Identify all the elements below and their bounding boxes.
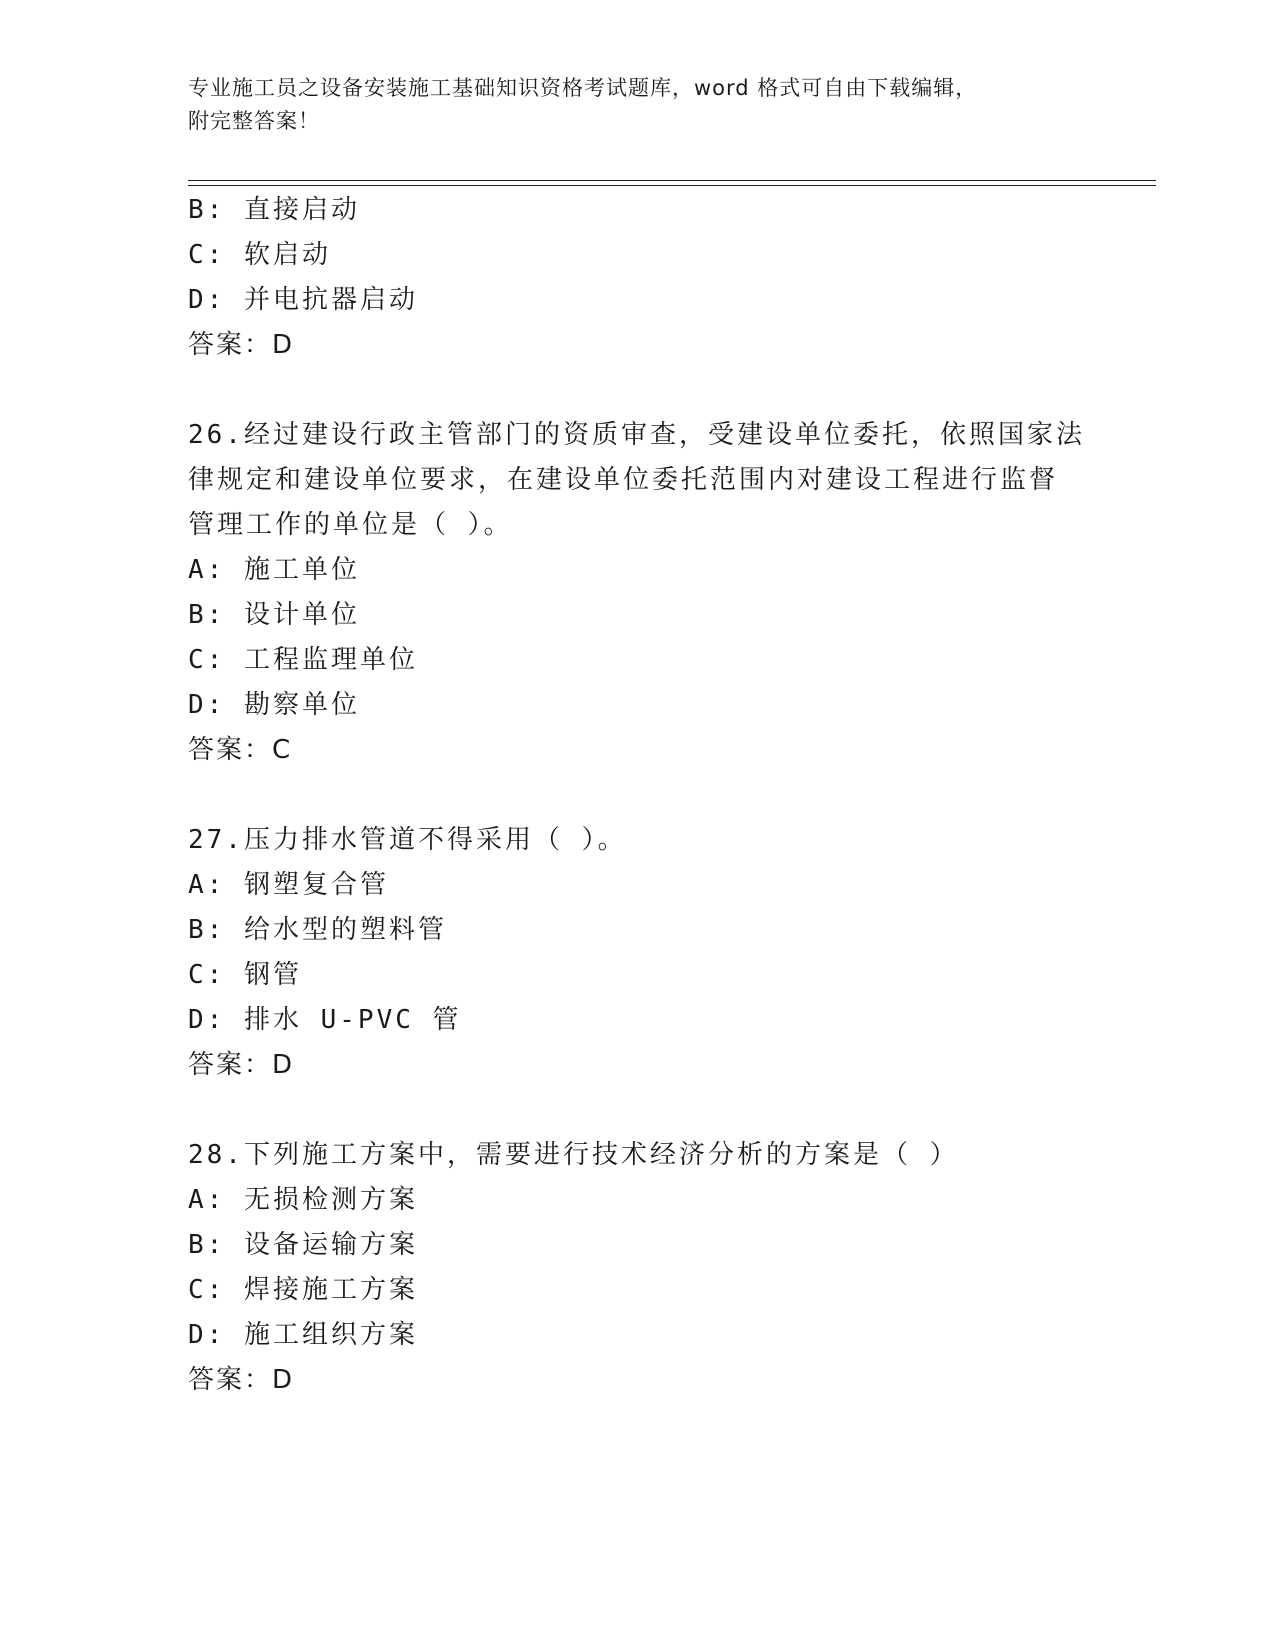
document-header [188,72,1108,138]
option-line: B: 给水型的塑料管 [188,915,447,945]
header-line: 专业施工员之设备安装施工基础知识资格考试题库，word 格式可自由下载编辑， [188,76,978,100]
answer-line: 答案：D [188,1050,295,1080]
option-line: C: 焊接施工方案 [188,1275,418,1305]
answer-line: 答案：C [188,735,293,765]
question-stem: 律规定和建设单位要求，在建设单位委托范围内对建设工程进行监督 [188,465,1059,495]
header-line: 附完整答案！ [188,109,320,133]
option-line: D: 并电抗器启动 [188,285,418,315]
option-line: C: 工程监理单位 [188,645,418,675]
answer-line: 答案：D [188,1365,295,1395]
question-stem: 27.压力排水管道不得采用（ ）。 [188,825,627,855]
answer-line: 答案：D [188,330,295,360]
option-line: A: 无损检测方案 [188,1185,418,1215]
question-stem: 28.下列施工方案中，需要进行技术经济分析的方案是（ ） [188,1140,959,1170]
question-stem: 26.经过建设行政主管部门的资质审查，受建设单位委托，依照国家法 [188,420,1085,450]
option-line: B: 设备运输方案 [188,1230,418,1260]
header-rule [188,185,1156,186]
header-rule [188,180,1156,181]
question-stem: 管理工作的单位是（ ）。 [188,510,513,540]
option-line: A: 施工单位 [188,555,360,585]
option-line: A: 钢塑复合管 [188,870,389,900]
option-line: C: 钢管 [188,960,302,990]
option-line: D: 勘察单位 [188,690,360,720]
option-line: D: 施工组织方案 [188,1320,418,1350]
option-line: D: 排水 U-PVC 管 [188,1005,462,1035]
option-line: C: 软启动 [188,240,331,270]
option-line: B: 直接启动 [188,195,360,225]
option-line: B: 设计单位 [188,600,360,630]
